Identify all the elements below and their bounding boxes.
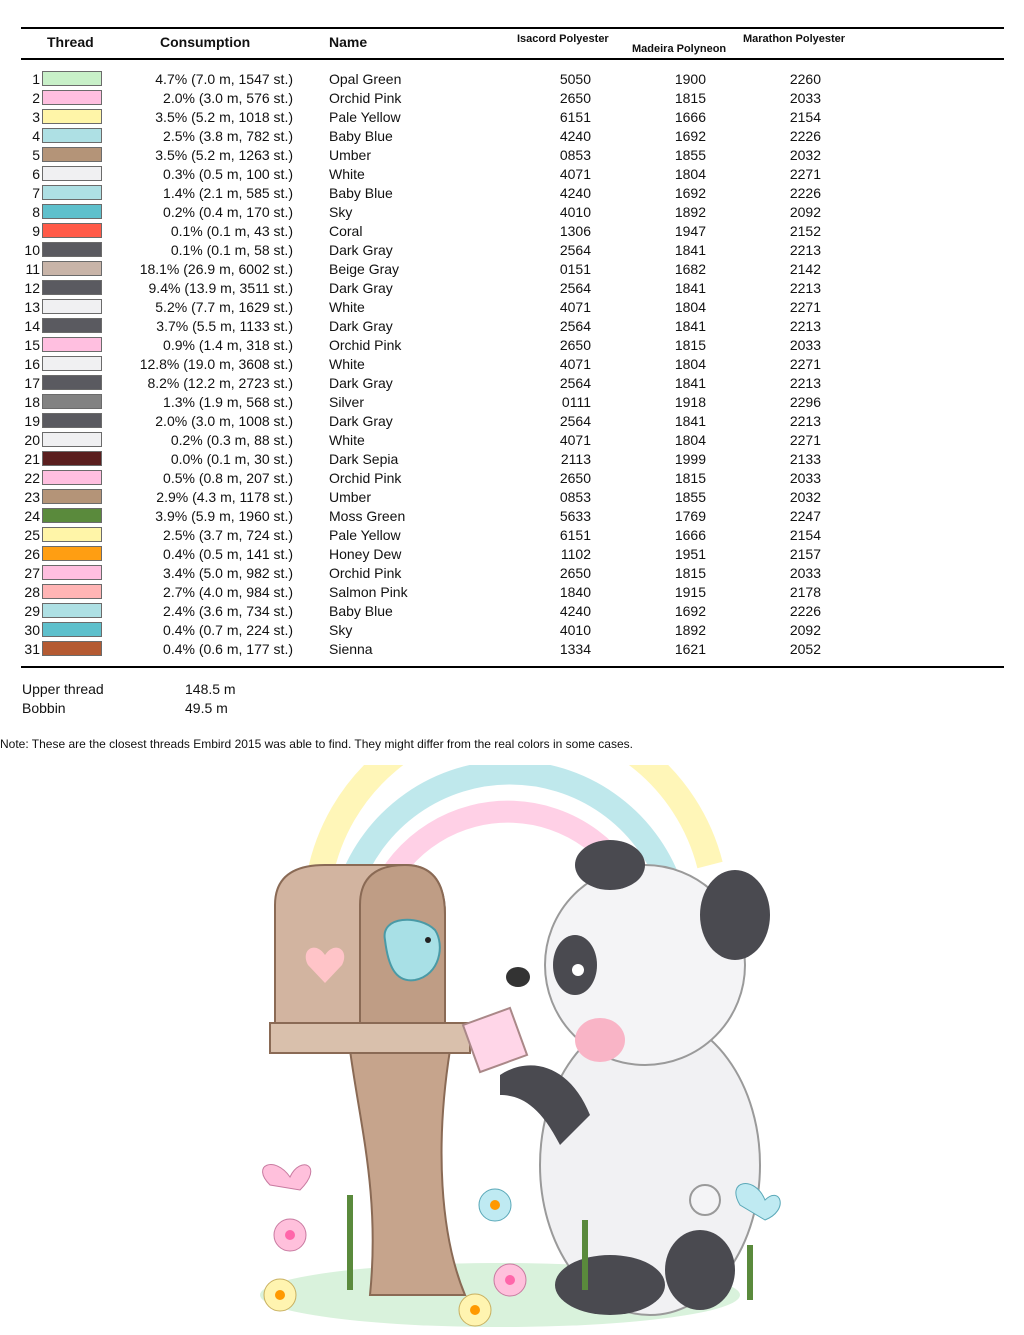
madeira-code: 1892 bbox=[674, 622, 706, 638]
thread-name: White bbox=[329, 432, 365, 448]
consumption-value: 2.5% (3.8 m, 782 st.) bbox=[163, 128, 293, 144]
bird-eye bbox=[425, 937, 431, 943]
consumption-value: 3.4% (5.0 m, 982 st.) bbox=[163, 565, 293, 581]
consumption-value: 0.3% (0.5 m, 100 st.) bbox=[163, 166, 293, 182]
marathon-code: 2226 bbox=[789, 128, 821, 144]
thread-name: Dark Gray bbox=[329, 318, 393, 334]
isacord-code: 1102 bbox=[560, 546, 591, 562]
marathon-code: 2213 bbox=[789, 413, 821, 429]
thread-number: 21 bbox=[24, 451, 40, 467]
isacord-code: 2650 bbox=[559, 337, 591, 353]
marathon-code: 2154 bbox=[789, 527, 821, 543]
thread-number: 9 bbox=[32, 223, 40, 239]
panda-ear-right bbox=[700, 870, 770, 960]
table-row bbox=[21, 640, 1004, 659]
marathon-code: 2271 bbox=[789, 299, 821, 315]
thread-name: Dark Gray bbox=[329, 375, 393, 391]
isacord-code: 4071 bbox=[559, 432, 591, 448]
madeira-code: 1692 bbox=[674, 128, 706, 144]
header-consumption: Consumption bbox=[160, 34, 251, 50]
table-header-rule bbox=[21, 58, 1004, 60]
color-swatch bbox=[42, 546, 102, 561]
color-swatch bbox=[42, 261, 102, 276]
thread-number: 18 bbox=[24, 394, 40, 410]
marathon-code: 2092 bbox=[789, 204, 821, 220]
marathon-code: 2271 bbox=[789, 166, 821, 182]
marathon-code: 2033 bbox=[789, 565, 821, 581]
thread-name: White bbox=[329, 299, 365, 315]
header-madeira: Madeira Polyneon bbox=[632, 43, 727, 55]
isacord-code: 2650 bbox=[559, 470, 591, 486]
thread-number: 22 bbox=[24, 470, 40, 486]
isacord-code: 2564 bbox=[559, 318, 591, 334]
flower-yellow-left bbox=[264, 1279, 296, 1311]
madeira-code: 1692 bbox=[674, 603, 706, 619]
color-swatch bbox=[42, 565, 102, 580]
color-swatch bbox=[42, 337, 102, 352]
table-bottom-rule bbox=[21, 666, 1004, 668]
panda-cheek bbox=[575, 1018, 625, 1062]
table-row bbox=[21, 507, 1004, 526]
isacord-code: 2564 bbox=[559, 413, 591, 429]
isacord-code: 1334 bbox=[559, 641, 591, 657]
isacord-code: 1840 bbox=[559, 584, 591, 600]
thread-number: 26 bbox=[24, 546, 40, 562]
table-row bbox=[21, 298, 1004, 317]
marathon-code: 2142 bbox=[789, 261, 821, 277]
isacord-code: 4071 bbox=[559, 356, 591, 372]
flower-pink-center bbox=[494, 1264, 526, 1296]
table-row bbox=[21, 108, 1004, 127]
thread-name: Baby Blue bbox=[329, 603, 393, 619]
thread-name: Sienna bbox=[329, 641, 373, 657]
table-row bbox=[21, 621, 1004, 640]
consumption-value: 0.2% (0.3 m, 88 st.) bbox=[170, 432, 293, 448]
isacord-code: 0853 bbox=[559, 147, 591, 163]
color-swatch bbox=[42, 641, 102, 656]
color-swatch bbox=[42, 375, 102, 390]
isacord-code: 4240 bbox=[559, 185, 591, 201]
table-row bbox=[21, 260, 1004, 279]
thread-number: 24 bbox=[24, 508, 40, 524]
consumption-value: 3.5% (5.2 m, 1018 st.) bbox=[155, 109, 293, 125]
thread-number: 4 bbox=[32, 128, 40, 144]
consumption-value: 0.4% (0.5 m, 141 st.) bbox=[163, 546, 293, 562]
thread-name: Honey Dew bbox=[329, 546, 402, 562]
thread-name: Dark Gray bbox=[329, 242, 393, 258]
thread-number: 2 bbox=[32, 90, 40, 106]
consumption-value: 0.0% (0.1 m, 30 st.) bbox=[170, 451, 293, 467]
madeira-code: 1804 bbox=[674, 432, 706, 448]
consumption-value: 1.3% (1.9 m, 568 st.) bbox=[163, 394, 293, 410]
color-swatch bbox=[42, 109, 102, 124]
consumption-value: 0.1% (0.1 m, 43 st.) bbox=[170, 223, 293, 239]
thread-name: Baby Blue bbox=[329, 185, 393, 201]
color-swatch bbox=[42, 299, 102, 314]
consumption-value: 3.5% (5.2 m, 1263 st.) bbox=[155, 147, 293, 163]
thread-name: Umber bbox=[329, 147, 372, 163]
color-swatch bbox=[42, 470, 102, 485]
thread-number: 20 bbox=[24, 432, 40, 448]
marathon-code: 2133 bbox=[789, 451, 821, 467]
madeira-code: 1815 bbox=[674, 565, 706, 581]
color-swatch bbox=[42, 584, 102, 599]
thread-name: Orchid Pink bbox=[329, 337, 402, 353]
color-swatch bbox=[42, 280, 102, 295]
consumption-value: 2.5% (3.7 m, 724 st.) bbox=[163, 527, 293, 543]
thread-number: 11 bbox=[25, 261, 40, 277]
table-row bbox=[21, 184, 1004, 203]
thread-name: Pale Yellow bbox=[329, 109, 401, 125]
marathon-code: 2178 bbox=[789, 584, 821, 600]
thread-name: Orchid Pink bbox=[329, 470, 402, 486]
consumption-value: 2.7% (4.0 m, 984 st.) bbox=[163, 584, 293, 600]
thread-number: 6 bbox=[32, 166, 40, 182]
isacord-code: 0111 bbox=[561, 394, 591, 410]
madeira-code: 1841 bbox=[674, 242, 706, 258]
isacord-code: 4240 bbox=[559, 128, 591, 144]
thread-name: Orchid Pink bbox=[329, 565, 402, 581]
panda-leg-front bbox=[555, 1255, 665, 1315]
color-swatch bbox=[42, 318, 102, 333]
table-row bbox=[21, 431, 1004, 450]
table-row bbox=[21, 488, 1004, 507]
madeira-code: 1841 bbox=[674, 318, 706, 334]
isacord-code: 4010 bbox=[559, 204, 591, 220]
madeira-code: 1804 bbox=[674, 166, 706, 182]
marathon-code: 2226 bbox=[789, 185, 821, 201]
color-swatch bbox=[42, 71, 102, 86]
consumption-value: 5.2% (7.7 m, 1629 st.) bbox=[155, 299, 293, 315]
isacord-code: 5050 bbox=[559, 71, 591, 87]
marathon-code: 2154 bbox=[789, 109, 821, 125]
table-row bbox=[21, 412, 1004, 431]
isacord-code: 4240 bbox=[559, 603, 591, 619]
madeira-code: 1947 bbox=[674, 223, 706, 239]
table-row bbox=[21, 203, 1004, 222]
color-swatch bbox=[42, 394, 102, 409]
thread-number: 5 bbox=[32, 147, 40, 163]
marathon-code: 2033 bbox=[789, 90, 821, 106]
thread-name: Silver bbox=[329, 394, 365, 410]
color-swatch bbox=[42, 508, 102, 523]
table-row bbox=[21, 393, 1004, 412]
color-swatch bbox=[42, 185, 102, 200]
madeira-code: 1666 bbox=[674, 109, 706, 125]
upper-thread-row bbox=[22, 680, 322, 699]
table-row bbox=[21, 336, 1004, 355]
thread-name: Baby Blue bbox=[329, 128, 393, 144]
madeira-code: 1769 bbox=[674, 508, 706, 524]
isacord-code: 6151 bbox=[559, 109, 591, 125]
color-swatch bbox=[42, 603, 102, 618]
madeira-code: 1692 bbox=[674, 185, 706, 201]
consumption-value: 0.9% (1.4 m, 318 st.) bbox=[163, 337, 293, 353]
consumption-value: 0.4% (0.6 m, 177 st.) bbox=[163, 641, 293, 657]
madeira-code: 1621 bbox=[674, 641, 706, 657]
table-row bbox=[21, 374, 1004, 393]
thread-number: 30 bbox=[24, 622, 40, 638]
marathon-code: 2157 bbox=[789, 546, 821, 562]
consumption-value: 2.9% (4.3 m, 1178 st.) bbox=[156, 489, 293, 505]
bobbin-value: 49.5 m bbox=[185, 700, 228, 716]
table-row bbox=[21, 279, 1004, 298]
color-swatch bbox=[42, 242, 102, 257]
marathon-code: 2092 bbox=[789, 622, 821, 638]
isacord-code: 2564 bbox=[559, 375, 591, 391]
consumption-value: 8.2% (12.2 m, 2723 st.) bbox=[147, 375, 293, 391]
color-swatch bbox=[42, 622, 102, 637]
flower-pink-left bbox=[274, 1219, 306, 1251]
color-note: Note: These are the closest threads Embird 2015 was able to find. They might differ from the real colors in some cases. bbox=[0, 737, 633, 751]
consumption-value: 9.4% (13.9 m, 3511 st.) bbox=[148, 280, 293, 296]
marathon-code: 2226 bbox=[789, 603, 821, 619]
isacord-code: 2113 bbox=[560, 451, 591, 467]
thread-name: Beige Gray bbox=[329, 261, 400, 277]
madeira-code: 1841 bbox=[674, 375, 706, 391]
panda-nose bbox=[506, 967, 530, 987]
madeira-code: 1855 bbox=[674, 489, 706, 505]
thread-name: Sky bbox=[329, 622, 353, 638]
table-row bbox=[21, 222, 1004, 241]
consumption-value: 2.4% (3.6 m, 734 st.) bbox=[163, 603, 293, 619]
thread-number: 17 bbox=[24, 375, 40, 391]
panda-tail bbox=[690, 1185, 720, 1215]
consumption-value: 18.1% (26.9 m, 6002 st.) bbox=[139, 261, 293, 277]
madeira-code: 1915 bbox=[674, 584, 706, 600]
thread-number: 31 bbox=[24, 641, 40, 657]
isacord-code: 0151 bbox=[559, 261, 591, 277]
consumption-value: 2.0% (3.0 m, 576 st.) bbox=[163, 90, 293, 106]
thread-name: Orchid Pink bbox=[329, 90, 402, 106]
thread-name: Salmon Pink bbox=[329, 584, 408, 600]
consumption-value: 0.5% (0.8 m, 207 st.) bbox=[163, 470, 293, 486]
madeira-code: 1804 bbox=[674, 356, 706, 372]
bobbin-row bbox=[22, 699, 322, 718]
table-row bbox=[21, 127, 1004, 146]
table-row bbox=[21, 317, 1004, 336]
marathon-code: 2032 bbox=[789, 147, 821, 163]
color-swatch bbox=[42, 413, 102, 428]
thread-number: 13 bbox=[24, 299, 40, 315]
marathon-code: 2260 bbox=[789, 71, 821, 87]
thread-rows bbox=[21, 70, 1004, 659]
marathon-code: 2213 bbox=[789, 375, 821, 391]
butterfly-pink bbox=[263, 1165, 311, 1190]
thread-name: Dark Sepia bbox=[329, 451, 399, 467]
color-swatch bbox=[42, 356, 102, 371]
isacord-code: 4071 bbox=[559, 166, 591, 182]
madeira-code: 1815 bbox=[674, 337, 706, 353]
madeira-code: 1815 bbox=[674, 470, 706, 486]
madeira-code: 1815 bbox=[674, 90, 706, 106]
flower-blue-center bbox=[479, 1189, 511, 1221]
color-swatch bbox=[42, 527, 102, 542]
thread-number: 19 bbox=[24, 413, 40, 429]
isacord-code: 5633 bbox=[559, 508, 591, 524]
madeira-code: 1666 bbox=[674, 527, 706, 543]
marathon-code: 2247 bbox=[789, 508, 821, 524]
consumption-value: 0.1% (0.1 m, 58 st.) bbox=[170, 242, 293, 258]
thread-number: 7 bbox=[32, 185, 40, 201]
header-name: Name bbox=[329, 34, 368, 50]
consumption-value: 12.8% (19.0 m, 3608 st.) bbox=[139, 356, 293, 372]
madeira-code: 1804 bbox=[674, 299, 706, 315]
mailbox-post bbox=[350, 1050, 465, 1295]
table-row bbox=[21, 450, 1004, 469]
consumption-value: 4.7% (7.0 m, 1547 st.) bbox=[155, 71, 293, 87]
thread-name: Opal Green bbox=[329, 71, 402, 87]
madeira-code: 1892 bbox=[674, 204, 706, 220]
thread-number: 29 bbox=[24, 603, 40, 619]
envelope bbox=[463, 1008, 527, 1072]
isacord-code: 2650 bbox=[559, 90, 591, 106]
panda-eye bbox=[572, 964, 584, 976]
table-row bbox=[21, 89, 1004, 108]
color-swatch bbox=[42, 489, 102, 504]
madeira-code: 1841 bbox=[674, 280, 706, 296]
marathon-code: 2271 bbox=[789, 432, 821, 448]
table-row bbox=[21, 70, 1004, 89]
marathon-code: 2152 bbox=[789, 223, 821, 239]
madeira-code: 1951 bbox=[674, 546, 706, 562]
thread-number: 15 bbox=[24, 337, 40, 353]
table-row bbox=[21, 602, 1004, 621]
isacord-code: 4071 bbox=[559, 299, 591, 315]
madeira-code: 1900 bbox=[674, 71, 706, 87]
color-swatch bbox=[42, 147, 102, 162]
marathon-code: 2052 bbox=[789, 641, 821, 657]
header-marathon: Marathon Polyester bbox=[743, 33, 846, 45]
thread-name: Dark Gray bbox=[329, 280, 393, 296]
table-row bbox=[21, 545, 1004, 564]
thread-number: 27 bbox=[24, 565, 40, 581]
madeira-code: 1682 bbox=[674, 261, 706, 277]
isacord-code: 1306 bbox=[559, 223, 591, 239]
consumption-value: 0.4% (0.7 m, 224 st.) bbox=[163, 622, 293, 638]
consumption-value: 1.4% (2.1 m, 585 st.) bbox=[163, 185, 293, 201]
upper-thread-value: 148.5 m bbox=[185, 681, 236, 697]
isacord-code: 0853 bbox=[559, 489, 591, 505]
consumption-value: 2.0% (3.0 m, 1008 st.) bbox=[155, 413, 293, 429]
thread-number: 23 bbox=[24, 489, 40, 505]
isacord-code: 6151 bbox=[559, 527, 591, 543]
consumption-value: 3.7% (5.5 m, 1133 st.) bbox=[156, 318, 293, 334]
color-swatch bbox=[42, 204, 102, 219]
thread-name: Coral bbox=[329, 223, 363, 239]
header-thread: Thread bbox=[47, 34, 94, 50]
marathon-code: 2213 bbox=[789, 242, 821, 258]
thread-number: 16 bbox=[24, 356, 40, 372]
upper-thread-label: Upper thread bbox=[22, 681, 104, 697]
panda-leg-back bbox=[665, 1230, 735, 1310]
thread-name: White bbox=[329, 166, 365, 182]
flower-yellow-center bbox=[459, 1294, 491, 1326]
madeira-code: 1855 bbox=[674, 147, 706, 163]
embroidery-design-preview bbox=[230, 765, 800, 1335]
color-swatch bbox=[42, 432, 102, 447]
isacord-code: 2564 bbox=[559, 280, 591, 296]
color-swatch bbox=[42, 223, 102, 238]
header-isacord: Isacord Polyester bbox=[517, 33, 609, 45]
isacord-code: 2650 bbox=[559, 565, 591, 581]
table-row bbox=[21, 165, 1004, 184]
thread-number: 25 bbox=[24, 527, 40, 543]
marathon-code: 2271 bbox=[789, 356, 821, 372]
table-row bbox=[21, 146, 1004, 165]
marathon-code: 2213 bbox=[789, 280, 821, 296]
marathon-code: 2033 bbox=[789, 337, 821, 353]
thread-summary bbox=[22, 680, 322, 718]
table-row bbox=[21, 241, 1004, 260]
consumption-value: 0.2% (0.4 m, 170 st.) bbox=[163, 204, 293, 220]
thread-number: 8 bbox=[32, 204, 40, 220]
mailbox-shelf bbox=[270, 1023, 470, 1053]
thread-name: Umber bbox=[329, 489, 372, 505]
thread-number: 14 bbox=[24, 318, 40, 334]
table-top-rule bbox=[21, 27, 1004, 29]
thread-name: Pale Yellow bbox=[329, 527, 401, 543]
table-row bbox=[21, 564, 1004, 583]
consumption-value: 3.9% (5.9 m, 1960 st.) bbox=[155, 508, 293, 524]
marathon-code: 2213 bbox=[789, 318, 821, 334]
marathon-code: 2032 bbox=[789, 489, 821, 505]
thread-number: 10 bbox=[24, 242, 40, 258]
color-swatch bbox=[42, 90, 102, 105]
color-swatch bbox=[42, 166, 102, 181]
madeira-code: 1841 bbox=[674, 413, 706, 429]
thread-name: White bbox=[329, 356, 365, 372]
table-row bbox=[21, 526, 1004, 545]
thread-name: Moss Green bbox=[329, 508, 406, 524]
bobbin-label: Bobbin bbox=[22, 700, 66, 716]
thread-number: 28 bbox=[24, 584, 40, 600]
thread-name: Dark Gray bbox=[329, 413, 393, 429]
color-swatch bbox=[42, 128, 102, 143]
madeira-code: 1918 bbox=[674, 394, 706, 410]
isacord-code: 4010 bbox=[559, 622, 591, 638]
thread-name: Sky bbox=[329, 204, 353, 220]
thread-number: 1 bbox=[32, 71, 40, 87]
panda-ear-left bbox=[575, 840, 645, 890]
table-row bbox=[21, 469, 1004, 488]
marathon-code: 2296 bbox=[789, 394, 821, 410]
marathon-code: 2033 bbox=[789, 470, 821, 486]
thread-number: 12 bbox=[24, 280, 40, 296]
table-row bbox=[21, 583, 1004, 602]
isacord-code: 2564 bbox=[559, 242, 591, 258]
color-swatch bbox=[42, 451, 102, 466]
table-row bbox=[21, 355, 1004, 374]
thread-number: 3 bbox=[32, 109, 40, 125]
madeira-code: 1999 bbox=[674, 451, 706, 467]
